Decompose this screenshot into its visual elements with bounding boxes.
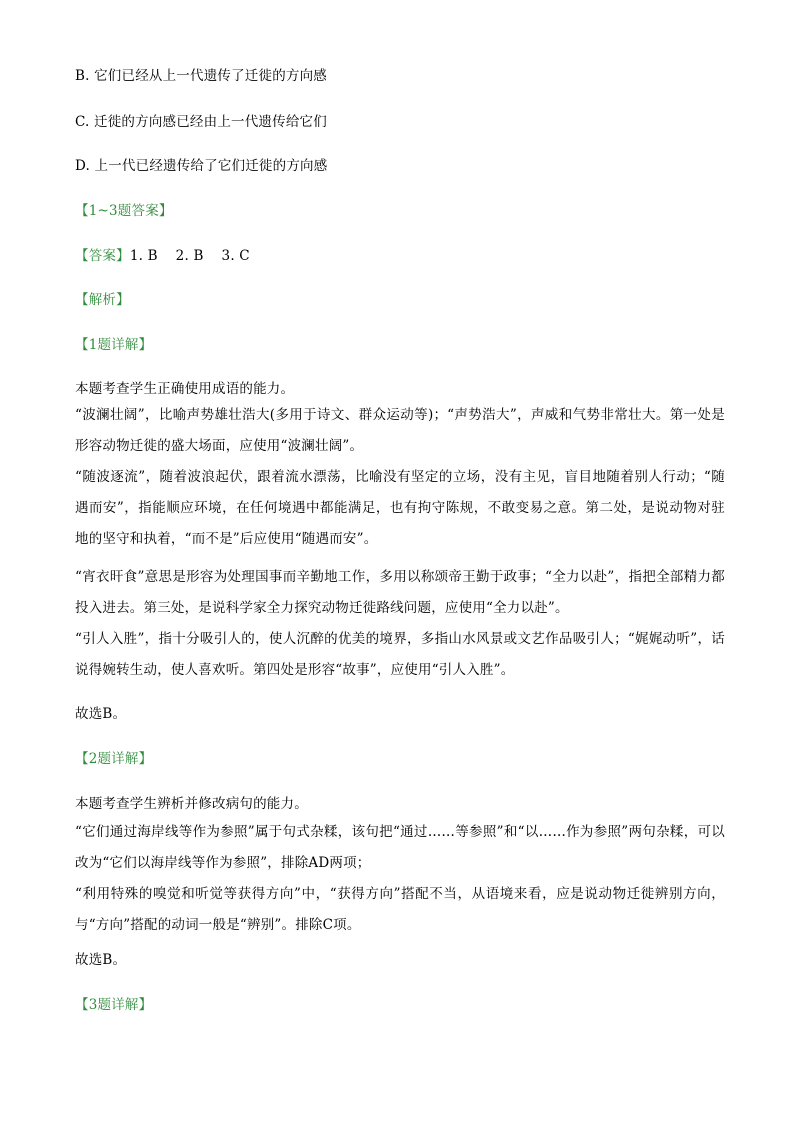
q1-conclusion: 故选B。 — [75, 706, 127, 722]
q1-paragraph-2: “随波逐流”，随着波浪起伏，跟着流水漂荡，比喻没有坚定的立场，没有主见，盲目地随着别人行动；“随遇而安”，指能顺应环境，在任何境遇中都能满足，也有拘守陈规，不敢变易之意。第二处，是说动物对驻地的坚守和执着，“而不是”后应使用“随遇而安”。 — [75, 469, 725, 547]
answer-values: 1. B 2. B 3. C — [129, 248, 250, 264]
analysis-label: 【解析】 — [75, 292, 130, 308]
q1-paragraph-1: “波澜壮阔”，比喻声势雄壮浩大(多用于诗文、群众运动等)；“声势浩大”，声威和气势非常壮大。第一处是形容动物迁徙的盛大场面，应使用“波澜壮阔”。 — [75, 407, 725, 454]
q2-paragraph-2: “利用特殊的嗅觉和听觉等获得方向”中，“获得方向”搭配不当，从语境来看，应是说动物迁徙辨别方向，与“方向”搭配的动词一般是“辨别”。排除C项。 — [75, 886, 725, 933]
q1-paragraph-4: “引人入胜”，指十分吸引人的，使人沉醉的优美的境界，多指山水风景或文艺作品吸引人；“娓娓动听”，话说得婉转生动，使人喜欢听。第四处是形容“故事”，应使用“引人入胜”。 — [75, 631, 725, 678]
answer-group-title: 【1~3题答案】 — [75, 203, 173, 219]
option-c: C. 迁徙的方向感已经由上一代遗传给它们 — [75, 114, 327, 130]
option-d: D. 上一代已经遗传给了它们迁徙的方向感 — [75, 158, 328, 174]
q2-conclusion: 故选B。 — [75, 952, 127, 968]
answer-line — [75, 247, 250, 265]
q2-heading: 【2题详解】 — [75, 751, 153, 767]
q1-heading: 【1题详解】 — [75, 337, 153, 353]
option-b: B. 它们已经从上一代遗传了迁徙的方向感 — [75, 68, 328, 84]
q1-paragraph-3: “宵衣旰食”意思是形容为处理国事而辛勤地工作，多用以称颂帝王勤于政事；“全力以赴”，指把全部精力都投入进去。第三处，是说科学家全力探究动物迁徙路线问题，应使用“全力以赴”。 — [75, 569, 725, 616]
q1-intro: 本题考查学生正确使用成语的能力。 — [75, 381, 295, 397]
q3-heading: 【3题详解】 — [75, 997, 153, 1013]
q2-paragraph-1: “它们通过海岸线等作为参照”属于句式杂糅，该句把“通过……等参照”和“以……作为参照”两句杂糅，可以改为“它们以海岸线等作为参照”，排除AD两项； — [75, 824, 725, 871]
answer-label: 【答案】 — [75, 248, 130, 264]
q2-intro: 本题考查学生辨析并修改病句的能力。 — [75, 796, 308, 812]
